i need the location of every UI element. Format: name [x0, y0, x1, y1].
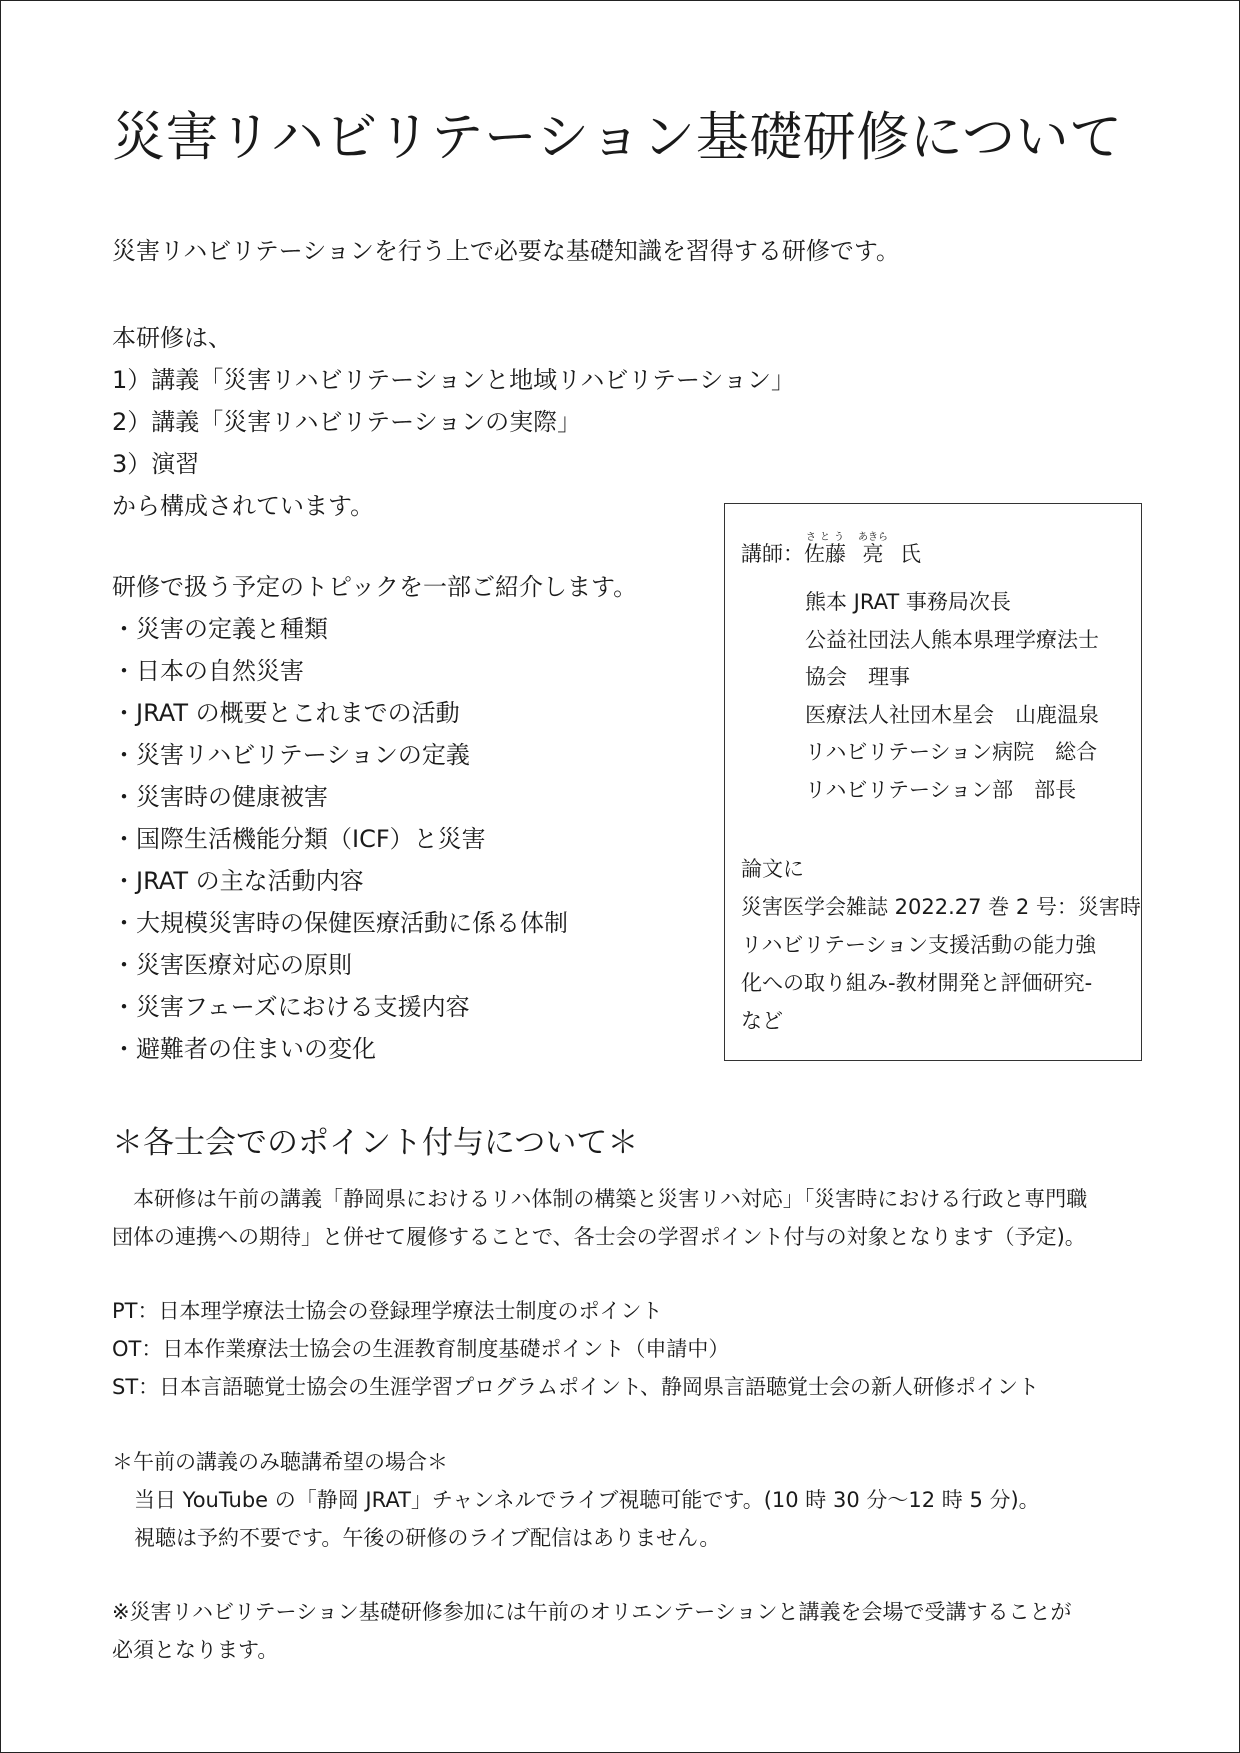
topics-list	[112, 608, 568, 1070]
topic-item: ・JRAT の概要とこれまでの活動	[112, 699, 460, 727]
paper-line: 災害医学会雑誌 2022.27 巻 2 号：災害時	[741, 895, 1141, 919]
surname-reading: さとう	[804, 532, 846, 543]
instructor-affiliations	[805, 584, 1099, 809]
topic-item: ・災害の定義と種類	[112, 615, 328, 643]
instructor-label: 講師：	[741, 542, 804, 566]
morning-info	[134, 1481, 1040, 1557]
given-name-reading: あきら	[858, 532, 888, 543]
note-line: ※災害リハビリテーション基礎研修参加には午前のオリエンテーションと講義を会場で受講することが	[112, 1600, 1072, 1624]
paragraph-line: 団体の連携への期待」と併せて履修することで、各士会の学習ポイント付与の対象となります（予定)。	[112, 1225, 1086, 1249]
note-line: 必須となります。	[112, 1638, 279, 1662]
instructor-box	[724, 503, 1142, 1061]
paper-line: リハビリテーション支援活動の能力強	[741, 933, 1097, 957]
instructor-given-name: 亮あきら	[858, 532, 888, 566]
composition-line: から構成されています。	[112, 492, 375, 520]
instructor-heading	[741, 532, 921, 574]
morning-heading: ＊午前の講義のみ聴講希望の場合＊	[112, 1450, 448, 1474]
affiliation-line: 医療法人社団木星会 山鹿温泉	[805, 702, 1099, 727]
morning-line: 視聴は予約不要です。午後の研修のライブ配信はありません。	[134, 1526, 721, 1550]
composition-list	[112, 317, 795, 527]
morning-line: 当日 YouTube の「静岡 JRAT」チャンネルでライブ視聴可能です。(10 時 30 分〜12 時 5 分)。	[134, 1488, 1040, 1512]
instructor-papers	[741, 850, 1141, 1040]
points-list	[112, 1292, 1039, 1406]
affiliation-line: 熊本 JRAT 事務局次長	[805, 590, 1011, 614]
affiliation-line: 公益社団法人熊本県理学療法士	[805, 627, 1099, 652]
composition-line: 1）講義「災害リハビリテーションと地域リハビリテーション」	[112, 366, 795, 394]
affiliation-line: リハビリテーション部 部長	[805, 777, 1077, 802]
paragraph-line: 本研修は午前の講義「静岡県におけるリハ体制の構築と災害リハ対応」「災害時における行政と専門職	[112, 1187, 1088, 1211]
point-item-pt: PT：日本理学療法士協会の登録理学療法士制度のポイント	[112, 1299, 663, 1323]
affiliation-line: リハビリテーション病院 総合	[805, 740, 1098, 764]
topic-item: ・避難者の住まいの変化	[112, 1035, 376, 1063]
paper-line: 論文に	[741, 857, 804, 881]
points-section-title: ＊各士会でのポイント付与について＊	[112, 1125, 639, 1161]
composition-line: 2）講義「災害リハビリテーションの実際」	[112, 408, 582, 436]
topic-item: ・大規模災害時の保健医療活動に係る体制	[112, 909, 568, 937]
topic-item: ・災害時の健康被害	[112, 783, 328, 811]
topic-item: ・災害フェーズにおける支援内容	[112, 993, 470, 1021]
instructor-surname: 佐藤さとう	[804, 532, 846, 566]
point-item-ot: OT：日本作業療法士協会の生涯教育制度基礎ポイント（申請中）	[112, 1337, 730, 1361]
intro-text: 災害リハビリテーションを行う上で必要な基礎知識を習得する研修です。	[112, 237, 900, 265]
requirement-note	[112, 1593, 1071, 1669]
topic-item: ・JRAT の主な活動内容	[112, 867, 364, 895]
composition-line: 3）演習	[112, 450, 200, 478]
topic-item: ・災害リハビリテーションの定義	[112, 741, 470, 769]
point-item-st: ST：日本言語聴覚士協会の生涯学習プログラムポイント、静岡県言語聴覚士会の新人研修ポイント	[112, 1375, 1040, 1399]
instructor-honorific: 氏	[900, 542, 921, 566]
topics-intro: 研修で扱う予定のトピックを一部ご紹介します。	[112, 573, 638, 601]
points-paragraph	[112, 1180, 1087, 1256]
composition-line: 本研修は、	[112, 324, 232, 352]
paper-line: など	[741, 1009, 783, 1033]
page-title: 災害リハビリテーション基礎研修について	[112, 107, 1123, 168]
topic-item: ・国際生活機能分類（ICF）と災害	[112, 825, 486, 853]
topic-item: ・日本の自然災害	[112, 657, 304, 685]
paper-line: 化への取り組み-教材開発と評価研究-	[741, 971, 1093, 995]
topic-item: ・災害医療対応の原則	[112, 951, 352, 979]
affiliation-line: 協会 理事	[805, 665, 910, 689]
